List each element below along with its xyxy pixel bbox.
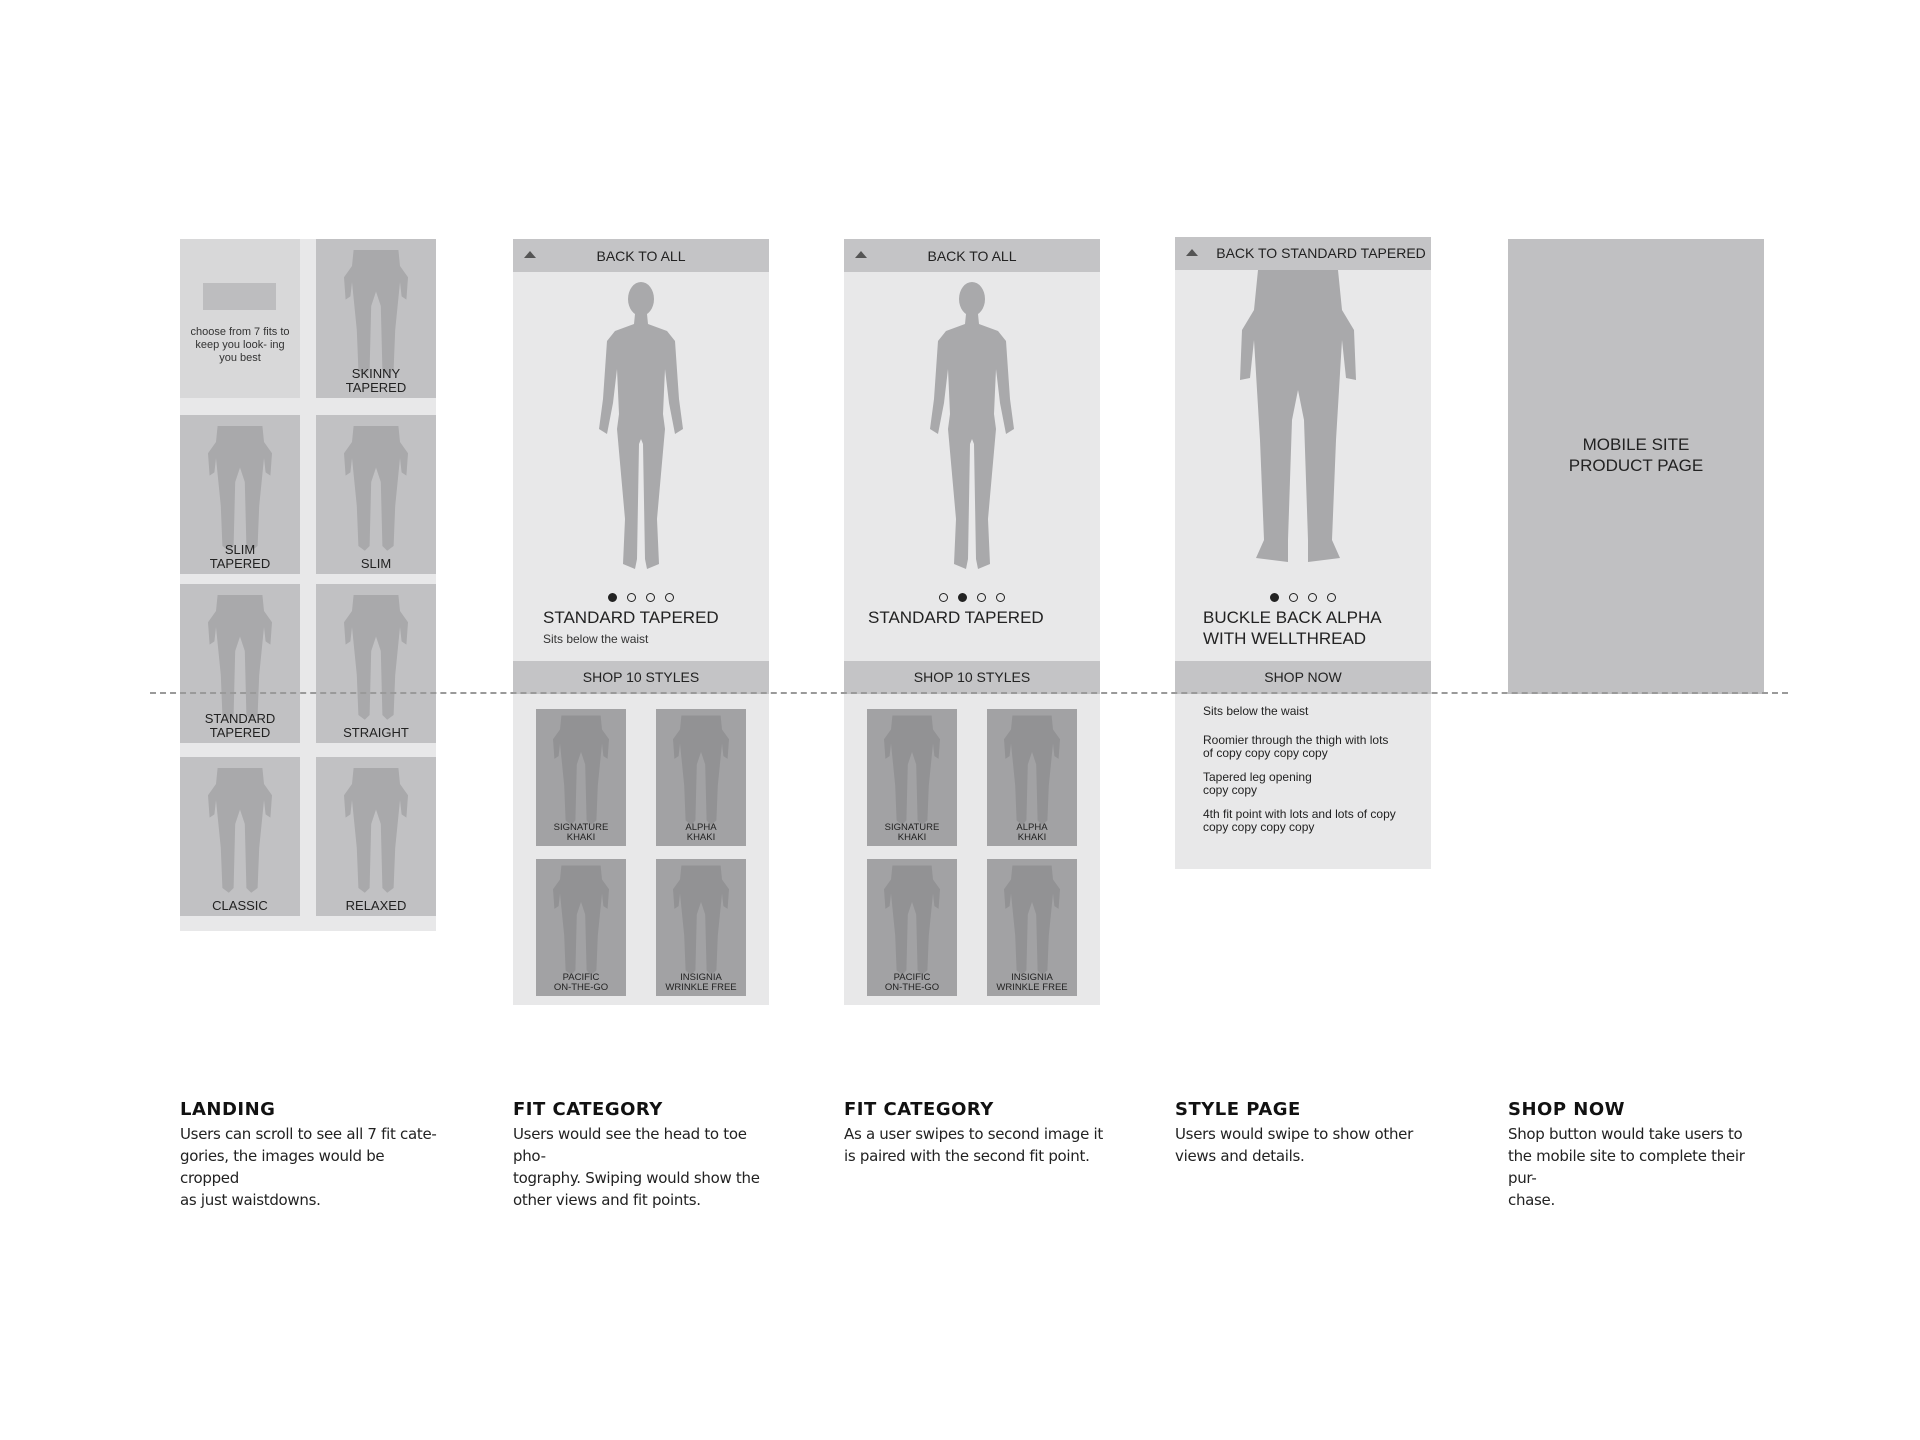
- back-label: BACK TO STANDARD TAPERED: [1216, 245, 1426, 261]
- pants-silhouette-icon: [336, 757, 416, 907]
- pants-silhouette-icon: [997, 859, 1067, 984]
- logo-placeholder: [203, 283, 276, 310]
- pants-silhouette-icon: [666, 859, 736, 984]
- caption-fit-category-second: [844, 1099, 1104, 1167]
- mobile-site-product-page-screen: [1508, 239, 1764, 694]
- carousel-dot[interactable]: [608, 593, 617, 602]
- intro-tile: [180, 239, 300, 398]
- pants-silhouette-icon: [546, 859, 616, 984]
- carousel-dot[interactable]: [1308, 593, 1317, 602]
- carousel-dots[interactable]: [513, 589, 769, 607]
- caption-fit-category: [513, 1099, 773, 1211]
- caption-shop-now: [1508, 1099, 1768, 1211]
- fit-tile-label: STANDARD TAPERED: [204, 711, 276, 740]
- fit-tile-slim-tapered[interactable]: [180, 415, 300, 574]
- style-title: BUCKLE BACK ALPHA WITH WELLTHREAD: [1203, 608, 1382, 648]
- product-tile-insignia-wrinkle-free[interactable]: [987, 859, 1077, 996]
- caption-text: Shop button would take users to the mobile site to complete their pur- chase.: [1508, 1125, 1745, 1209]
- fit-tile-label: CLASSIC: [212, 898, 268, 913]
- fit-category-screen: [513, 239, 769, 1005]
- product-tile-insignia-wrinkle-free[interactable]: [656, 859, 746, 996]
- fit-point: Sits below the waist: [543, 632, 649, 646]
- product-label: PACIFIC ON-THE-GO: [553, 972, 609, 993]
- carousel-dot[interactable]: [939, 593, 948, 602]
- intro-text: choose from 7 fits to keep you look- ing you best: [190, 326, 290, 364]
- fit-point: 4th fit point with lots and lots of copy copy copy copy copy: [1203, 807, 1396, 834]
- product-label: SIGNATURE KHAKI: [884, 822, 940, 843]
- carousel-dot[interactable]: [1270, 593, 1279, 602]
- shop-10-styles-button[interactable]: SHOP 10 STYLES: [844, 661, 1100, 694]
- fit-category-screen-second-image: [844, 239, 1100, 1005]
- caption-text: Users would see the head to toe pho- tography. Swiping would show the other views and fit points.: [513, 1125, 760, 1209]
- shop-now-button[interactable]: SHOP NOW: [1175, 661, 1431, 694]
- pants-silhouette-icon: [336, 584, 416, 734]
- fit-tile-label: SLIM: [360, 556, 392, 571]
- carousel-dot[interactable]: [665, 593, 674, 602]
- shop-10-styles-button[interactable]: SHOP 10 STYLES: [513, 661, 769, 694]
- carousel-dot[interactable]: [627, 593, 636, 602]
- product-label: INSIGNIA WRINKLE FREE: [996, 972, 1068, 993]
- fit-point: Roomier through the thigh with lots of copy copy copy copy: [1203, 733, 1389, 760]
- fit-tile-classic[interactable]: [180, 757, 300, 916]
- product-tile-signature-khaki[interactable]: [867, 709, 957, 846]
- caption-title: SHOP NOW: [1508, 1099, 1626, 1120]
- caption-title: STYLE PAGE: [1175, 1099, 1301, 1120]
- caption-text: As a user swipes to second image it is paired with the second fit point.: [844, 1125, 1104, 1165]
- pants-silhouette-icon: [336, 415, 416, 565]
- pants-detail-silhouette-icon: [1223, 270, 1373, 570]
- pants-silhouette-icon: [877, 859, 947, 984]
- product-tile-pacific-on-the-go[interactable]: [536, 859, 626, 996]
- fit-tile-straight[interactable]: [316, 584, 436, 743]
- fit-point: Sits below the waist: [1203, 704, 1309, 718]
- fit-tile-relaxed[interactable]: [316, 757, 436, 916]
- back-label: BACK TO ALL: [596, 248, 686, 264]
- pants-silhouette-icon: [997, 709, 1067, 834]
- product-tile-alpha-khaki[interactable]: [987, 709, 1077, 846]
- fit-points-list: [1203, 705, 1425, 845]
- pants-silhouette-icon: [666, 709, 736, 834]
- style-page-screen: [1175, 237, 1431, 869]
- back-to-standard-tapered-bar[interactable]: [1175, 237, 1431, 270]
- carousel-dots[interactable]: [1175, 589, 1431, 607]
- caption-title: FIT CATEGORY: [513, 1099, 663, 1120]
- carousel-dot[interactable]: [1289, 593, 1298, 602]
- caption-text: Users can scroll to see all 7 fit cate- gories, the images would be cropped as just waistdowns.: [180, 1125, 437, 1209]
- product-label: SIGNATURE KHAKI: [553, 822, 609, 843]
- product-tile-pacific-on-the-go[interactable]: [867, 859, 957, 996]
- product-label: ALPHA KHAKI: [1016, 822, 1048, 843]
- caption-text: Users would swipe to show other views and details.: [1175, 1125, 1413, 1165]
- caption-landing: [180, 1099, 440, 1211]
- carousel-dot[interactable]: [977, 593, 986, 602]
- product-page-placeholder: MOBILE SITE PRODUCT PAGE: [1568, 435, 1704, 475]
- back-to-all-bar[interactable]: [844, 239, 1100, 272]
- carousel-dots[interactable]: [844, 589, 1100, 607]
- fit-tile-skinny-tapered[interactable]: [316, 239, 436, 398]
- caption-title: FIT CATEGORY: [844, 1099, 994, 1120]
- product-tile-signature-khaki[interactable]: [536, 709, 626, 846]
- product-label: ALPHA KHAKI: [685, 822, 717, 843]
- caption-title: LANDING: [180, 1099, 276, 1120]
- fit-tile-label: STRAIGHT: [343, 725, 409, 740]
- carousel-dot[interactable]: [996, 593, 1005, 602]
- caption-style-page: [1175, 1099, 1435, 1167]
- back-to-all-bar[interactable]: [513, 239, 769, 272]
- landing-screen: [180, 239, 436, 931]
- fit-tile-label: SKINNY TAPERED: [345, 366, 407, 395]
- fit-title: STANDARD TAPERED: [543, 608, 719, 627]
- carousel-dot[interactable]: [1327, 593, 1336, 602]
- product-label: PACIFIC ON-THE-GO: [884, 972, 940, 993]
- fit-tile-standard-tapered[interactable]: [180, 584, 300, 743]
- fit-point: Tapered leg opening copy copy: [1203, 770, 1312, 797]
- fit-tile-label: RELAXED: [345, 898, 407, 913]
- carousel-dot[interactable]: [646, 593, 655, 602]
- pants-silhouette-icon: [200, 757, 280, 907]
- fit-title: STANDARD TAPERED: [868, 608, 1044, 627]
- model-silhouette-icon: [922, 279, 1022, 579]
- pants-silhouette-icon: [877, 709, 947, 834]
- fold-line: [150, 692, 1788, 694]
- back-label: BACK TO ALL: [927, 248, 1017, 264]
- pants-silhouette-icon: [546, 709, 616, 834]
- fit-tile-slim[interactable]: [316, 415, 436, 574]
- carousel-dot[interactable]: [958, 593, 967, 602]
- model-silhouette-icon: [591, 279, 691, 579]
- fit-tile-label: SLIM TAPERED: [209, 542, 271, 571]
- product-tile-alpha-khaki[interactable]: [656, 709, 746, 846]
- product-label: INSIGNIA WRINKLE FREE: [665, 972, 737, 993]
